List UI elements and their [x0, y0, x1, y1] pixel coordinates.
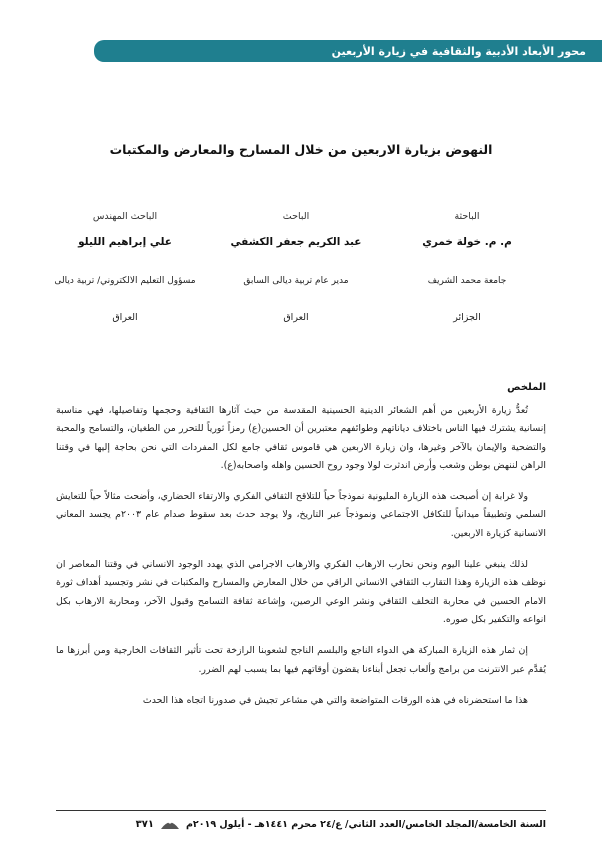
- footer-divider: [56, 810, 546, 811]
- page-footer: [56, 818, 546, 830]
- journal-logo-icon: [160, 818, 180, 830]
- author-role: الباحثة: [454, 211, 480, 222]
- abstract-heading: الملخص: [507, 382, 546, 393]
- author-country: العراق: [112, 312, 138, 323]
- author-country: الجزائر: [453, 312, 481, 323]
- journal-section-title: محور الأبعاد الأدبية والثقافية في زيارة الأربعين: [331, 44, 586, 58]
- paper-title: النهوض بزيارة الاربعين من خلال المسارح والمعارض والمكتبات: [109, 142, 493, 157]
- abstract-paragraph: إن ثمار هذه الزيارة المباركة هي الدواء الناجع والبلسم الناجح لشعوبنا الرازخة تحت تأثير الثقافات الخارجية ومن أبرزها ما يُقدَّم عبر الانترنت من برامج وألعاب تجعل أبناءنا يقضون أوقاتهم فيها بما يسبب لهم الضرر.: [56, 645, 546, 675]
- authors-block: [50, 212, 542, 323]
- abstract-paragraph: لذلك ينبغي علينا اليوم ونحن نحارب الارهاب الفكري والارهاب الاجرامي الذي يهدد الوجود الانساني في وقتنا المعاصر ان نوظف هذه الزيارة وهذا التقارب الثقافي الانساني الراقي من خلال المعارض والمسارح والمكتبات في نشر وتجسيد أهداف ثورة الامام الحسين في محاربة التخلف الثقافي ونشر الوعي الرصين، وإشاعة ثقافة التسامح وقبول الآخر، ومحاربة الارهاب بكل انواعه والتكفير بكل صوره.: [56, 559, 546, 625]
- author-affiliation: جامعة محمد الشريف: [427, 276, 507, 286]
- page-number: ٣٧١: [135, 818, 154, 830]
- issue-info: السنة الخامسة/المجلد الخامس/العدد الثاني/ ع/٢٤ محرم ١٤٤١هـ - أيلول ٢٠١٩م: [185, 818, 546, 830]
- author-3: [50, 212, 200, 323]
- author-affiliation: مدير عام تربية ديالى السابق: [243, 276, 349, 286]
- author-2: [221, 212, 371, 323]
- author-role: الباحث المهندس: [92, 211, 158, 222]
- abstract-paragraph: هذا ما استحضرناه في هذه الورقات المتواضعة والتي هي مشاعر تجيش في صدورنا اتجاه هذا الحدث: [142, 694, 528, 706]
- author-affiliation: مسؤول التعليم الالكتروني/ تربية ديالى: [54, 276, 196, 286]
- author-name: علي إبراهيم الليلو: [78, 236, 172, 248]
- author-name: م. م. خولة خمري: [422, 236, 512, 248]
- author-name: عبد الكريم جعفر الكشفي: [230, 236, 362, 248]
- author-1: [392, 212, 542, 323]
- journal-header-bar: [94, 40, 602, 62]
- abstract-paragraph: تُعدُّ زيارة الأربعين من أهم الشعائر الدينية الحسينية المقدسة من حيث آثارها الثقافية وحجمها وتفاصيلها، فهي مناسبة إنسانية يشترك فيها الناس باختلاف دياناتهم وطوائفهم معتبرين أن الحسين(ع) رمزاً ثورياً للتحرر من الطغيان، والتسامح والمحبة والتضحية والإيمان بالآخر وغيرها، وان زيارة الاربعين هي قاموس ثقافي جامع لكل المفردات التي نحن بحاجة إليها في وقتنا الراهن لننهض بوطن وشعب وأرض اندثرت لولا وجود روح الحسين واهله واصحابه(ع).: [56, 405, 546, 471]
- author-role: الباحث: [282, 211, 310, 222]
- author-country: العراق: [283, 312, 309, 323]
- abstract-paragraph: ولا غرابة إن أصبحت هذه الزيارة المليونية نموذجاً حياً للتلاقح الثقافي الفكري والارتقاء الحضاري، وأضحت مثالاً حياً للتعايش السلمي وتطبيقاً ميدانياً للتكافل الاجتماعي ونموذجاً عبر التاريخ، ولا يوجد حدث بعد سقوط صدام عام ٢٠٠٣م يجسد المعاني الانسانية كزيارة الاربعين.: [56, 491, 546, 539]
- abstract-body: [56, 402, 546, 723]
